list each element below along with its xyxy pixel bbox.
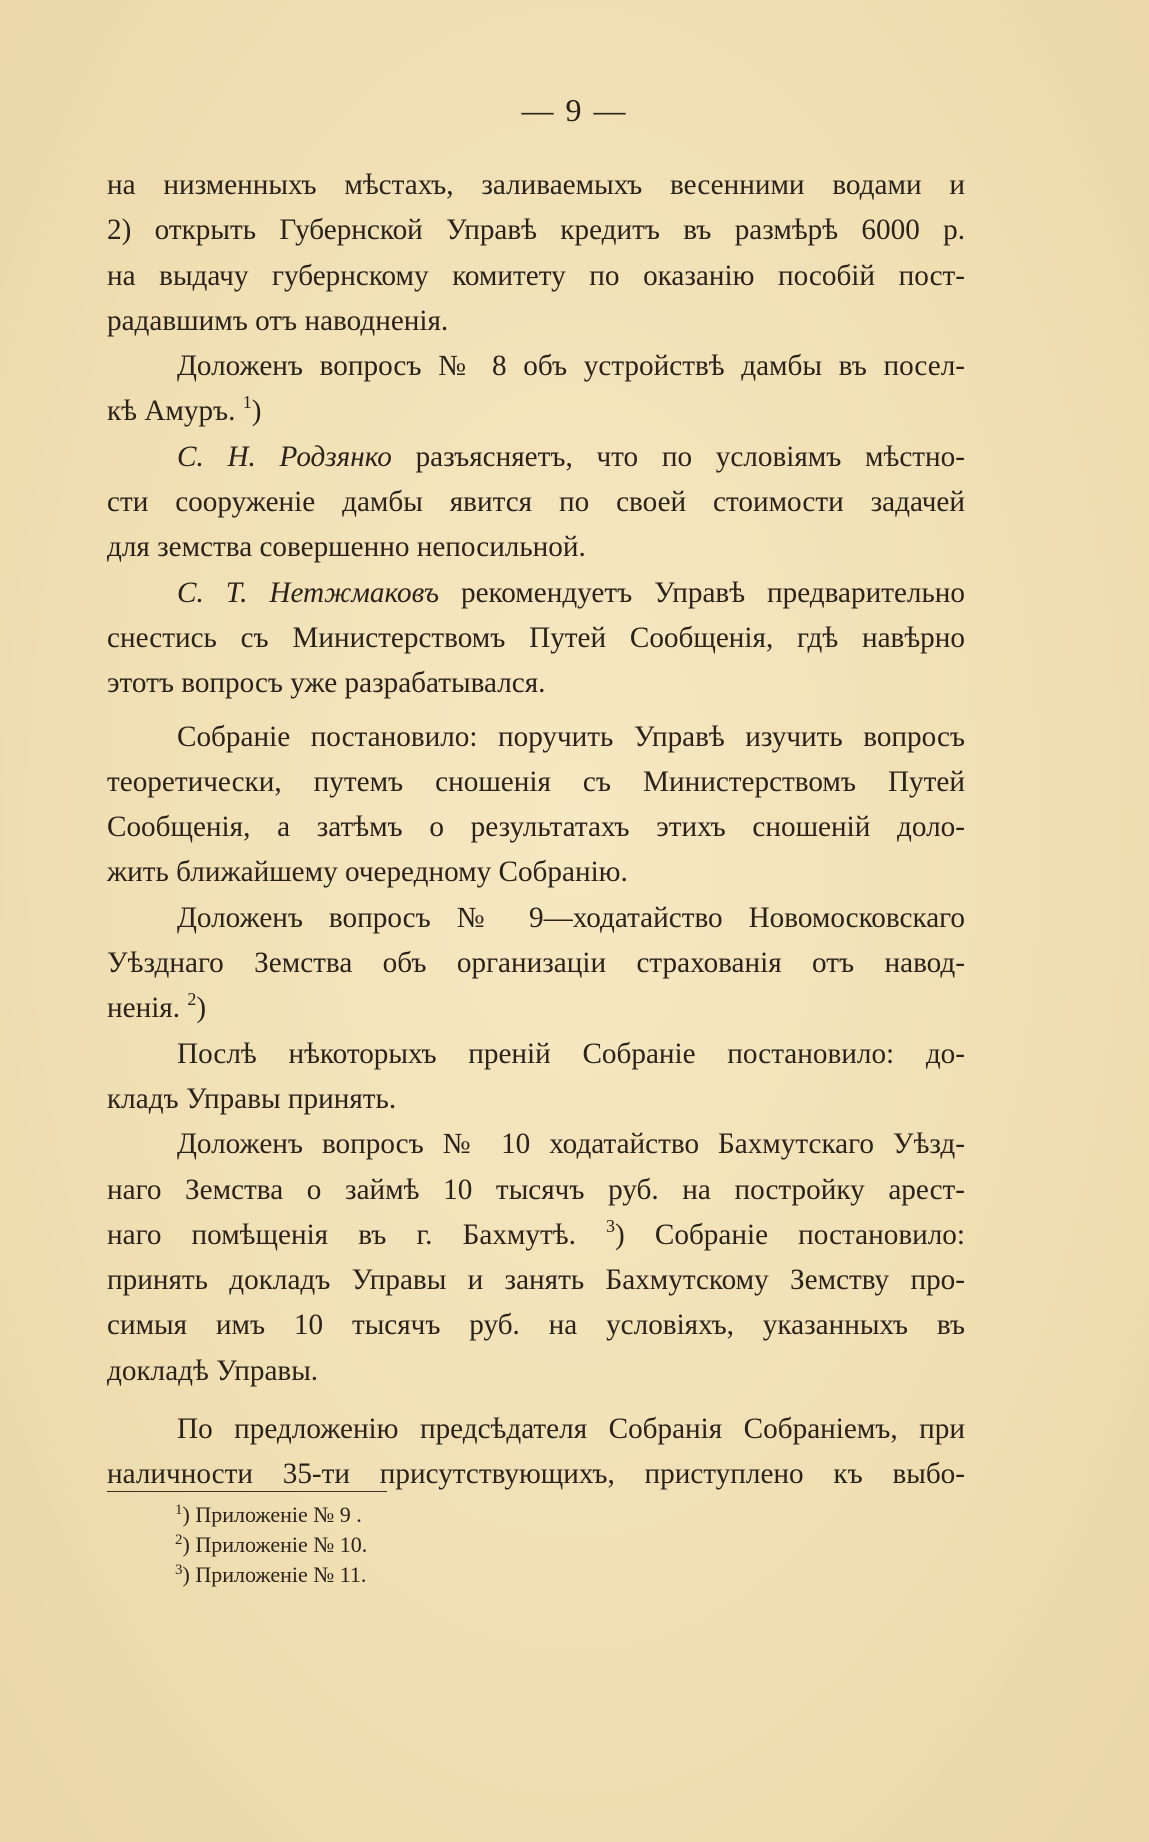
speaker-name: С. Н. Родзянко [177, 440, 392, 473]
text-line: на низменныхъ мѣстахъ, заливаемыхъ весенними водами и [107, 169, 965, 201]
text-line: принять докладъ Управы и занять Бахмутскому Земству про- [107, 1264, 965, 1297]
footnote-text: ) Приложеніе № 11. [182, 1562, 367, 1587]
text-span: ненія. [107, 992, 181, 1025]
text-span: кѣ Амуръ. [107, 395, 236, 428]
text-line: сти сооруженіе дамбы явится по своей стоимости задачей [107, 486, 965, 519]
footnote-ref: 3 [606, 1215, 616, 1236]
footnote-mark: 2 [175, 1532, 183, 1548]
text-line [107, 571, 965, 616]
footnote [175, 1530, 367, 1560]
text-line: этотъ вопросъ уже разрабатывался. [107, 667, 546, 700]
text-line: Сообщенія, а затѣмъ о результатахъ этихъ сношеній доло- [107, 811, 965, 844]
footnote [175, 1500, 367, 1530]
text-span: наго помѣщенія въ г. Бахмутѣ. [107, 1218, 576, 1251]
footnote-text: ) Приложеніе № 10. [182, 1532, 368, 1557]
text-line [107, 435, 965, 480]
text-line: Доложенъ вопросъ № 9—ходатайство Новомосковскаго [177, 901, 965, 934]
text-line: радавшимъ отъ наводненія. [107, 304, 449, 337]
speaker-name: С. Т. Нетжмаковъ [177, 576, 440, 609]
text-span: ) Собраніе постановило: [615, 1218, 965, 1251]
text-line: для земства совершенно непосильной. [107, 531, 586, 564]
text-span: ) [251, 395, 262, 428]
text-line: симыя имъ 10 тысячъ руб. на условіяхъ, указанныхъ въ [107, 1309, 965, 1342]
text-line: жить ближайшему очередному Собранію. [107, 856, 628, 889]
footnote-ref: 2 [187, 989, 197, 1010]
text-line: 2) открыть Губернской Управѣ кредитъ въ размѣрѣ 6000 р. [107, 214, 965, 247]
text-line [107, 389, 965, 434]
footnote-ref: 1 [242, 392, 252, 413]
footnote-text: ) Приложеніе № 9 . [182, 1502, 362, 1527]
text-line: кладъ Управы принять. [107, 1082, 397, 1115]
text-line: докладѣ Управы. [107, 1354, 319, 1387]
footnote-divider [107, 1491, 387, 1492]
text-line: Доложенъ вопросъ № 10 ходатайство Бахмутскаго Уѣзд- [177, 1128, 965, 1161]
footnotes [175, 1500, 367, 1590]
text-line [107, 1213, 965, 1258]
text-line: на выдачу губернскому комитету по оказанію пособій пост- [107, 259, 965, 292]
text-line: наго Земства о займѣ 10 тысячъ руб. на постройку арест- [107, 1173, 965, 1206]
text-line: Доложенъ вопросъ № 8 объ устройствѣ дамбы въ посел- [177, 350, 965, 383]
text-line: Послѣ нѣкоторыхъ преній Собраніе постановило: до- [177, 1037, 965, 1070]
footnote-mark: 3 [175, 1562, 183, 1578]
text-span: разъясняетъ, что по условіямъ мѣстно- [391, 440, 965, 473]
text-line: теоретически, путемъ сношенія съ Министерствомъ Путей [107, 765, 965, 798]
text-line: снестись съ Министерствомъ Путей Сообщенія, гдѣ навѣрно [107, 621, 965, 654]
text-line: Собраніе постановило: поручить Управѣ изучить вопросъ [177, 720, 965, 753]
text-span: ) [196, 992, 207, 1025]
text-line: По предложенію предсѣдателя Собранія Собраніемъ, при [177, 1413, 965, 1446]
text-span: рекомендуетъ Управѣ предварительно [439, 576, 966, 609]
page-number: — 9 — [521, 92, 628, 128]
footnote [175, 1560, 367, 1590]
text-line: Уѣзднаго Земства объ организаціи страхованія отъ навод- [107, 947, 965, 980]
body-text [107, 163, 965, 1498]
text-line: наличности 35-ти присутствующихъ, приступлено къ выбо- [107, 1458, 965, 1491]
footnote-mark: 1 [175, 1502, 183, 1518]
text-line [107, 986, 965, 1031]
